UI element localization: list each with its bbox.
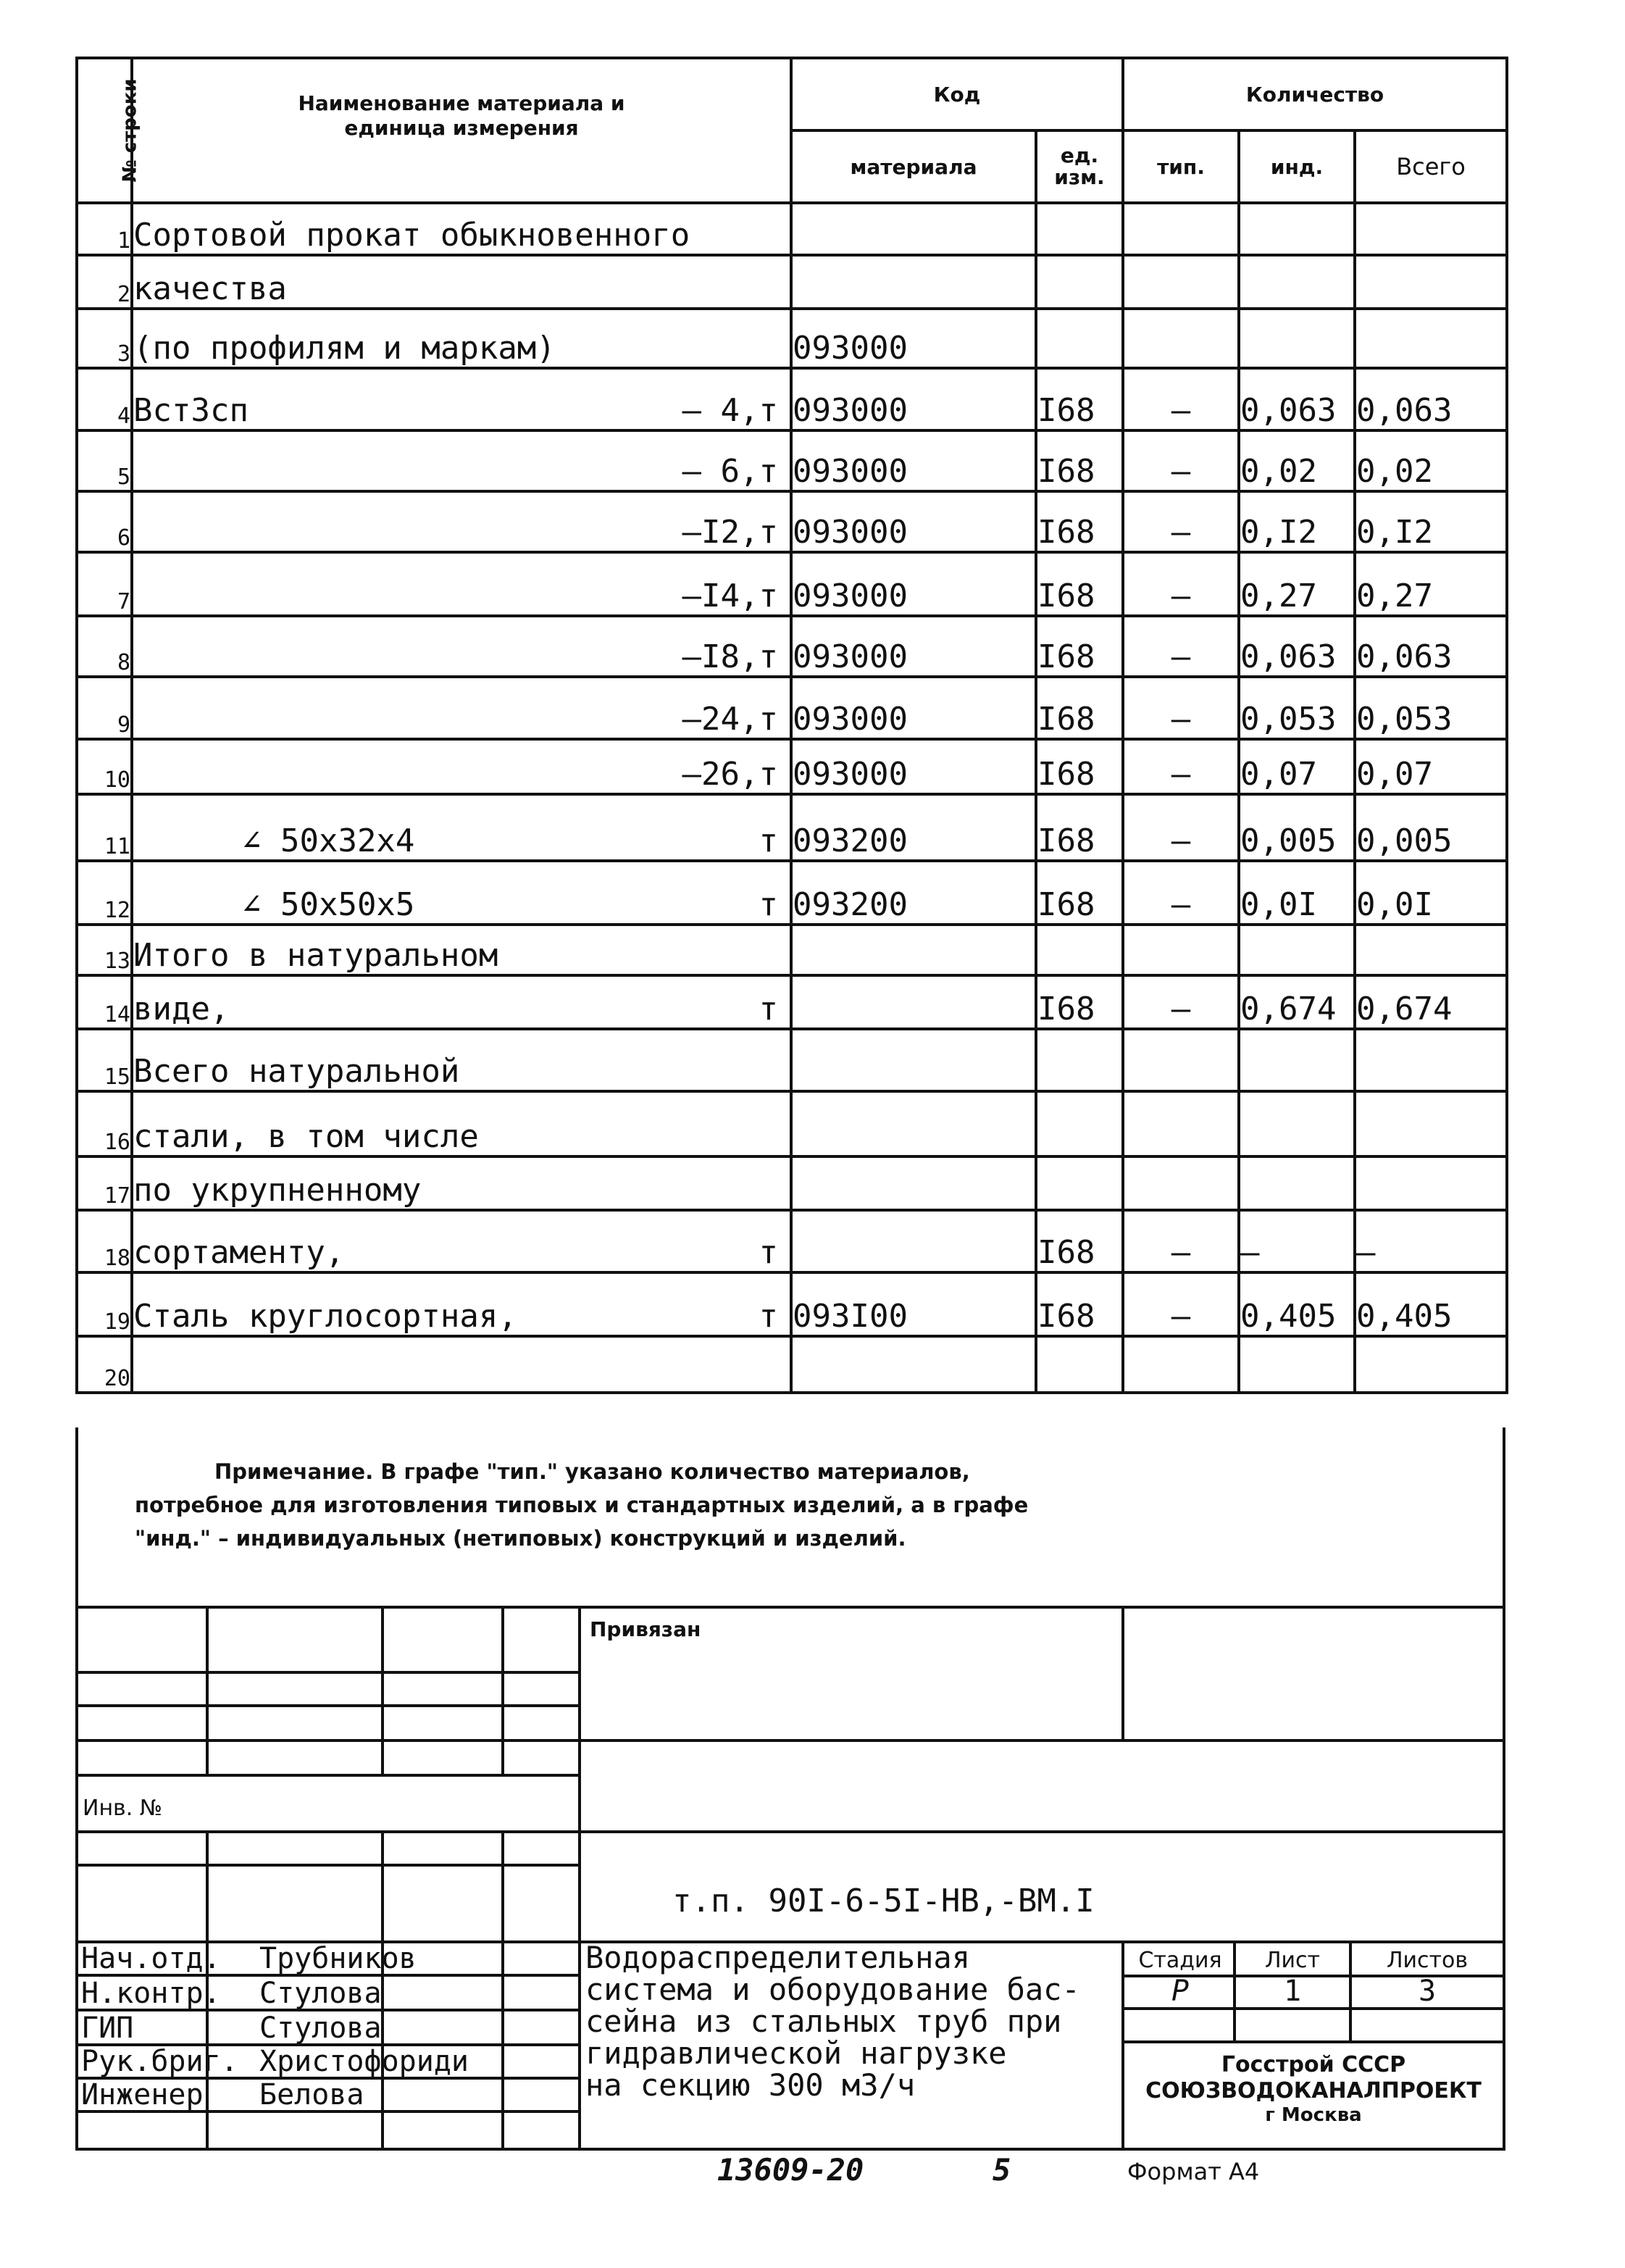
qty-typ-cell: – (1123, 430, 1239, 491)
header-q-total: Всего (1355, 130, 1507, 203)
table-row (77, 255, 1507, 309)
row-number-cell: 4 (77, 368, 132, 430)
signature-name: Белова (259, 2078, 364, 2111)
row-number-cell: 10 (77, 739, 132, 794)
row-number-cell: 5 (77, 430, 132, 491)
material-size-unit: –26,т (682, 756, 778, 793)
qty-typ-cell: – (1123, 861, 1239, 925)
qty-typ-cell (1123, 1091, 1239, 1156)
material-size-unit: т (759, 991, 778, 1027)
qty-total-cell: 0,053 (1355, 677, 1507, 739)
table-body (77, 203, 1507, 1393)
material-name-cell (132, 255, 791, 309)
material-size-unit: – 4,т (682, 392, 778, 429)
material-name-cell (132, 1091, 791, 1156)
material-code-cell (791, 255, 1036, 309)
row-number-cell: 17 (77, 1156, 132, 1210)
signature-name: Трубников (259, 1942, 417, 1975)
material-name: ВстЗсп (133, 392, 248, 429)
row-number-cell: 16 (77, 1091, 132, 1156)
unit-code-cell (1036, 1029, 1123, 1091)
org-line-3: г Москва (1265, 2104, 1362, 2126)
qty-typ-cell (1123, 1156, 1239, 1210)
qty-typ-cell: – (1123, 368, 1239, 430)
unit-code-cell (1036, 1091, 1123, 1156)
unit-code-cell (1036, 1336, 1123, 1393)
material-size-unit: – 6,т (682, 453, 778, 490)
page-number: 5 (993, 2152, 1011, 2188)
note-box (75, 1427, 1505, 1609)
qty-total-cell (1355, 255, 1507, 309)
table-row (77, 1156, 1507, 1210)
material-size-unit: –I4,т (682, 578, 778, 614)
unit-code-cell (1036, 1156, 1123, 1210)
material-size-unit: т (759, 1234, 778, 1271)
material-size-unit: т (759, 822, 778, 859)
description-line: на секцию 300 м3/ч (585, 2067, 916, 2103)
sheet-label: Лист (1264, 1948, 1321, 1973)
table-row (77, 1336, 1507, 1393)
material-name-cell (132, 677, 791, 739)
unit-code-cell: I68 (1036, 739, 1123, 794)
qty-typ-cell: – (1123, 739, 1239, 794)
material-name: стали, в том числе (133, 1118, 479, 1155)
qty-total-cell: 0,0I (1355, 861, 1507, 925)
material-code-cell (791, 1156, 1036, 1210)
material-code-cell: 093000 (791, 368, 1036, 430)
material-name-cell (132, 925, 791, 975)
qty-typ-cell: – (1123, 616, 1239, 677)
material-name: (по профилям и маркам) (133, 330, 556, 367)
material-name: ∠ 50х32х4 (242, 822, 415, 859)
qty-total-cell: 0,005 (1355, 794, 1507, 861)
unit-code-cell: I68 (1036, 1272, 1123, 1336)
material-code-cell: 093000 (791, 616, 1036, 677)
qty-total-cell: – (1355, 1210, 1507, 1272)
table-row (77, 975, 1507, 1029)
table-row (77, 739, 1507, 794)
table-row (77, 1091, 1507, 1156)
table-row (77, 616, 1507, 677)
qty-ind-cell: – (1239, 1210, 1355, 1272)
material-code-cell (791, 975, 1036, 1029)
material-name: Всего натуральной (133, 1053, 460, 1090)
row-number-cell: 3 (77, 309, 132, 368)
qty-total-cell (1355, 1029, 1507, 1091)
qty-total-cell: 0,674 (1355, 975, 1507, 1029)
unit-code-cell: I68 (1036, 975, 1123, 1029)
qty-total-cell (1355, 1156, 1507, 1210)
stage-label: Стадия (1138, 1948, 1222, 1973)
material-name-cell (132, 552, 791, 616)
header-code: Код (791, 58, 1123, 130)
table-row (77, 1029, 1507, 1091)
qty-total-cell: 0,063 (1355, 616, 1507, 677)
signature-name: Стулова (259, 2011, 382, 2045)
unit-code-cell: I68 (1036, 616, 1123, 677)
table-row (77, 430, 1507, 491)
material-size-unit: т (759, 886, 778, 923)
unit-code-cell (1036, 925, 1123, 975)
material-name: виде, (133, 991, 230, 1027)
qty-ind-cell (1239, 925, 1355, 975)
row-number-cell: 9 (77, 677, 132, 739)
material-name: Сортовой прокат обыкновенного (133, 217, 690, 254)
qty-ind-cell: 0,063 (1239, 616, 1355, 677)
row-number-cell: 2 (77, 255, 132, 309)
qty-total-cell: 0,405 (1355, 1272, 1507, 1336)
qty-total-cell (1355, 1091, 1507, 1156)
header-quantity: Количество (1123, 58, 1507, 130)
document-code: т.п. 90I-6-5I-НВ,-ВМ.I (672, 1883, 1095, 1919)
unit-code-cell: I68 (1036, 794, 1123, 861)
header-row-no: № строки (77, 58, 132, 203)
material-code-cell: 093200 (791, 861, 1036, 925)
sheets-value: 3 (1418, 1975, 1437, 2008)
unit-code-cell: I68 (1036, 861, 1123, 925)
header-q-typ: тип. (1123, 130, 1239, 203)
qty-total-cell (1355, 925, 1507, 975)
qty-total-cell: 0,I2 (1355, 491, 1507, 552)
material-code-cell: 093000 (791, 552, 1036, 616)
table-row (77, 1210, 1507, 1272)
qty-typ-cell: – (1123, 677, 1239, 739)
description-line: гидравлической нагрузке (585, 2035, 1007, 2071)
table-row (77, 552, 1507, 616)
header-q-ind: инд. (1239, 130, 1355, 203)
material-code-cell: 093000 (791, 309, 1036, 368)
material-name-cell (132, 1336, 791, 1393)
material-code-cell: 093000 (791, 491, 1036, 552)
header-name: Наименование материала и единица измерения (132, 58, 791, 203)
qty-ind-cell (1239, 203, 1355, 255)
material-size-unit: –24,т (682, 701, 778, 738)
qty-total-cell (1355, 309, 1507, 368)
qty-typ-cell: – (1123, 552, 1239, 616)
privyazan-label: Привязан (590, 1617, 701, 1641)
material-name: по укрупненному (133, 1172, 422, 1209)
qty-typ-cell: – (1123, 1210, 1239, 1272)
material-name-cell (132, 203, 791, 255)
signature-role: Инженер (81, 2078, 204, 2111)
description-line: Водораспределительная (585, 1940, 971, 1975)
signature-role: Н.контр. (81, 1977, 221, 2010)
material-name-cell (132, 1029, 791, 1091)
qty-total-cell: 0,02 (1355, 430, 1507, 491)
qty-ind-cell: 0,07 (1239, 739, 1355, 794)
material-size-unit: т (759, 1298, 778, 1335)
material-name: ∠ 50х50х5 (242, 886, 415, 923)
material-name-cell (132, 1210, 791, 1272)
qty-ind-cell (1239, 1091, 1355, 1156)
qty-typ-cell (1123, 309, 1239, 368)
unit-code-cell: I68 (1036, 677, 1123, 739)
material-code-cell (791, 1336, 1036, 1393)
qty-ind-cell: 0,27 (1239, 552, 1355, 616)
row-number-cell: 15 (77, 1029, 132, 1091)
stage-value: Р (1171, 1975, 1190, 2008)
qty-ind-cell (1239, 309, 1355, 368)
material-name-cell (132, 1156, 791, 1210)
unit-code-cell: I68 (1036, 552, 1123, 616)
table-row (77, 1272, 1507, 1336)
material-code-cell (791, 1210, 1036, 1272)
row-number-cell: 11 (77, 794, 132, 861)
signature-role: Рук.бриг. (81, 2045, 238, 2078)
qty-total-cell: 0,07 (1355, 739, 1507, 794)
header-code-unit: ед. изм. (1036, 130, 1123, 203)
qty-total-cell (1355, 203, 1507, 255)
signature-name: Стулова (259, 1977, 382, 2010)
row-number-cell: 18 (77, 1210, 132, 1272)
material-code-cell: 093000 (791, 739, 1036, 794)
unit-code-cell (1036, 255, 1123, 309)
unit-code-cell: I68 (1036, 491, 1123, 552)
row-number-cell: 14 (77, 975, 132, 1029)
material-code-cell: 093000 (791, 677, 1036, 739)
title-block (75, 1606, 1505, 2151)
qty-ind-cell: 0,02 (1239, 430, 1355, 491)
material-name: качества (133, 270, 287, 307)
qty-ind-cell: 0,405 (1239, 1272, 1355, 1336)
qty-ind-cell: 0,I2 (1239, 491, 1355, 552)
qty-typ-cell (1123, 925, 1239, 975)
material-name-cell (132, 739, 791, 794)
material-name-cell (132, 1272, 791, 1336)
table-row (77, 368, 1507, 430)
row-number-cell: 13 (77, 925, 132, 975)
material-name: сортаменту, (133, 1234, 345, 1271)
table-row (77, 309, 1507, 368)
material-code-cell: 093200 (791, 794, 1036, 861)
material-code-cell: 093000 (791, 430, 1036, 491)
row-number-cell: 12 (77, 861, 132, 925)
material-name-cell (132, 861, 791, 925)
qty-ind-cell (1239, 255, 1355, 309)
table-row (77, 677, 1507, 739)
material-name-cell (132, 368, 791, 430)
header-code-material: материала (791, 130, 1036, 203)
material-code-cell (791, 1029, 1036, 1091)
table-row (77, 925, 1507, 975)
material-name-cell (132, 309, 791, 368)
sheets-label: Листов (1386, 1948, 1469, 1973)
qty-typ-cell (1123, 203, 1239, 255)
row-number-cell: 8 (77, 616, 132, 677)
material-code-cell: 093I00 (791, 1272, 1036, 1336)
qty-ind-cell (1239, 1029, 1355, 1091)
description-line: сейна из стальных труб при (585, 2004, 1062, 2039)
material-size-unit: –I8,т (682, 638, 778, 675)
note-text: Примечание. В графе "тип." указано количество материалов, потребное для изготовления типовых и стандартных изделий, а в графе "инд." – индивидуальных (нетиповых) конструкций и изделий. (135, 1459, 1029, 1551)
table-row (77, 861, 1507, 925)
signature-role: Нач.отд. (81, 1942, 221, 1975)
unit-code-cell: I68 (1036, 430, 1123, 491)
row-number-cell: 1 (77, 203, 132, 255)
row-number-cell: 20 (77, 1336, 132, 1393)
material-code-cell (791, 1091, 1036, 1156)
material-name-cell (132, 794, 791, 861)
row-number-cell: 7 (77, 552, 132, 616)
qty-total-cell (1355, 1336, 1507, 1393)
unit-code-cell (1036, 203, 1123, 255)
org-line-2: СОЮЗВОДОКАНАЛПРОЕКТ (1145, 2078, 1482, 2104)
material-name-cell (132, 975, 791, 1029)
row-number-cell: 6 (77, 491, 132, 552)
qty-ind-cell (1239, 1336, 1355, 1393)
qty-typ-cell: – (1123, 794, 1239, 861)
material-code-cell (791, 203, 1036, 255)
material-code-cell (791, 925, 1036, 975)
qty-total-cell: 0,063 (1355, 368, 1507, 430)
qty-typ-cell (1123, 1029, 1239, 1091)
inv-no-label: Инв. № (83, 1796, 163, 1821)
format-label: Формат А4 (1127, 2158, 1260, 2185)
org-line-1: Госстрой СССР (1221, 2052, 1406, 2077)
materials-table (75, 57, 1508, 1394)
unit-code-cell: I68 (1036, 1210, 1123, 1272)
table-row (77, 203, 1507, 255)
qty-typ-cell: – (1123, 491, 1239, 552)
material-name-cell (132, 491, 791, 552)
material-name: Итого в натуральном (133, 937, 498, 974)
table-row (77, 491, 1507, 552)
material-name-cell (132, 616, 791, 677)
qty-ind-cell: 0,674 (1239, 975, 1355, 1029)
qty-ind-cell: 0,063 (1239, 368, 1355, 430)
unit-code-cell (1036, 309, 1123, 368)
qty-ind-cell (1239, 1156, 1355, 1210)
signature-role: ГИП (81, 2011, 134, 2045)
qty-ind-cell: 0,0I (1239, 861, 1355, 925)
archive-number: 13609-20 (717, 2152, 864, 2188)
qty-typ-cell (1123, 255, 1239, 309)
table-row (77, 794, 1507, 861)
material-name-cell (132, 430, 791, 491)
qty-ind-cell: 0,053 (1239, 677, 1355, 739)
row-number-cell: 19 (77, 1272, 132, 1336)
signature-name: Христофориди (259, 2045, 469, 2078)
qty-typ-cell: – (1123, 975, 1239, 1029)
qty-typ-cell: – (1123, 1272, 1239, 1336)
qty-total-cell: 0,27 (1355, 552, 1507, 616)
material-size-unit: –I2,т (682, 514, 778, 551)
qty-ind-cell: 0,005 (1239, 794, 1355, 861)
qty-typ-cell (1123, 1336, 1239, 1393)
unit-code-cell: I68 (1036, 368, 1123, 430)
material-name: Сталь круглосортная, (133, 1298, 517, 1335)
sheet-value: 1 (1283, 1975, 1302, 2008)
description-line: система и оборудование бас- (585, 1972, 1080, 2007)
